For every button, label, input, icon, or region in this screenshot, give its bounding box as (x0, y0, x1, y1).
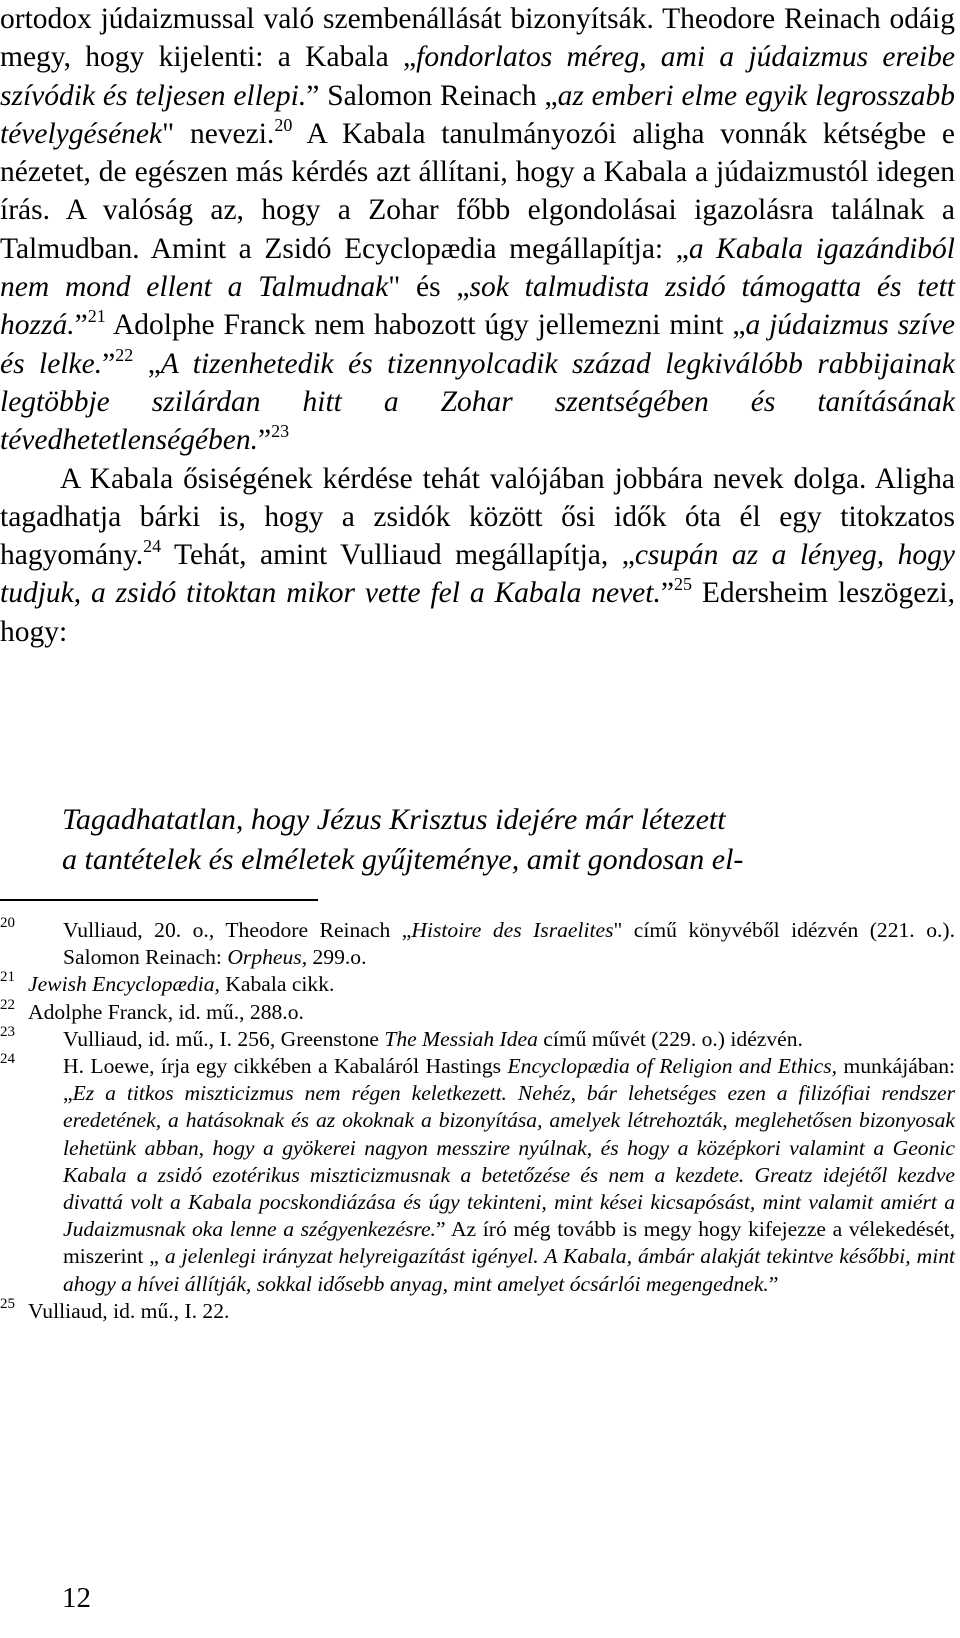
text-run: Adolphe Franck nem habozott úgy jellemezni mint „ (105, 309, 746, 342)
text-run: Tehát, amint Vulliaud megállapítja, „ (161, 539, 635, 572)
text-run: sok talmudista zsidó támogatta és tett hozzá. (0, 271, 955, 342)
text-run: A Kabala ősiségének kérdése tehát valójában jobbára nevek dolga. Aligha tagadhatja bárki is, hogy a zsidók között ősi idők óta él egy titokzatos hagyomány. (0, 462, 955, 572)
text-run: ” (74, 309, 88, 342)
text-run: munkájában: „ (63, 1054, 956, 1106)
text-run: Vulliaud, id. mű., I. 22. (28, 1298, 230, 1323)
text-run: ” (257, 424, 272, 457)
quote-line: a tantételek és elméletek gyűjteménye, amit gondosan el- (62, 843, 744, 876)
footnote-number: 24 (0, 1051, 15, 1068)
footnote-number: 20 (0, 915, 15, 931)
text-run: ortodox júdaizmussal való szembenállását bizonyítsák. Theodore Reinach odáig megy, hogy kijelenti: a Kabala „ (0, 3, 955, 74)
text-run: Vulliaud, id. mű., I. 256, Greenstone (63, 1026, 385, 1051)
text-run: " című könyvéből idézvén (221. o.). Salomon Reinach: (63, 918, 955, 970)
text-run: ” (768, 1271, 779, 1296)
text-run: című művét (229. o.) idézvén. (537, 1026, 803, 1051)
quote-line: Tagadhatatlan, hogy Jézus Krisztus idejére már létezett (62, 803, 726, 836)
text-run: Vulliaud, 20. o., Theodore Reinach „ (63, 918, 412, 942)
footnote (0, 996, 955, 1026)
footnotes (0, 917, 955, 1325)
footnote-number: 21 (0, 969, 15, 986)
text-run: A tizenhetedik és tizennyolcadik század legkiválóbb rabbijainak legtöbbje szilárdan hitt a Zohar szentségében és tanításának tévedhetetlenségében. (0, 347, 955, 457)
text-run: Kabala cikk. (219, 972, 335, 997)
text-run: a júdaizmus szíve és lelke. (0, 309, 955, 380)
text-run: ” Salomon Reinach „ (306, 79, 558, 112)
text-run: a Kabala igazándiból nem mond ellent a Talmudnak (0, 232, 955, 304)
text-run: Edersheim leszögezi, hogy: (0, 577, 955, 648)
page-number: 12 (62, 1582, 91, 1614)
footnote (0, 1023, 955, 1053)
text-run: fondorlatos méreg, ami a júdaizmus ereibe szívódik és teljesen ellepi. (0, 41, 955, 112)
footnote-number: 25 (0, 1295, 15, 1312)
text-run: Jewish Encyclopædia, (28, 972, 220, 997)
text-run: Ez a titkos miszticizmus nem régen keletkezett. Nehéz, bár lehetséges ezen a filizófiai rendszer eredetének, a hatásoknak és az okoknak a bizonyítása, amelyek létrehozták, meglehetősen bizonyosak lehetünk abban, hogy a gyökerei nagyon messzire nyúlnak, és hogy a középkori valamint a Geonic Kabala a zsidó ezotérikus miszticizmusnak a betetőzése és nem a kezdete. Greatz idejétől kezdve divattá volt a Kabala pocskondiázása és úgy tekinteni, mint kései kicsapósást, mint valamit amiért a Judaizmusnak oka lenne a szégyenkezésre. (63, 1081, 955, 1242)
paragraph (0, 460, 955, 651)
text-run: Orpheus, (227, 945, 308, 970)
footnote (0, 1295, 955, 1325)
footnote (0, 1053, 955, 1298)
text-run: " nevezi. (162, 117, 275, 150)
text-run: Histoire des Israelites (411, 918, 614, 942)
footnote-ref: 23 (271, 421, 290, 442)
footnote-ref: 21 (87, 306, 106, 327)
text-run: 299.o. (307, 945, 367, 970)
footnote-number: 22 (0, 996, 15, 1013)
text-run: " és „ (388, 271, 470, 304)
text-run: Encyclopædia of Religion and Ethics, (507, 1054, 838, 1079)
paragraph (0, 0, 955, 460)
footnote (0, 917, 955, 971)
text-run: The Messiah Idea (384, 1026, 538, 1051)
footnote-ref: 25 (673, 574, 692, 595)
text-run: csupán az a lényeg, hogy tudjuk, a zsidó titoktan mikor vette fel a Kabala nevet. (0, 539, 956, 610)
footnote (0, 971, 955, 998)
footnote-ref: 22 (115, 344, 134, 365)
block-quote (62, 800, 942, 880)
text-run: az emberi elme egyik legrosszabb tévelygésének (0, 79, 955, 150)
footnote-ref: 24 (143, 536, 162, 557)
footnote-ref: 20 (274, 114, 293, 135)
text-run: A Kabala tanulmányozói aligha vonnák kétségbe e nézetet, de egészen más kérdés azt állítani, hogy a Kabala a júdaizmustól idegen írás. A valóság az, hogy a Zohar főbb elgondolásai igazolásra találnak a Talmudban. Amint a Zsidó Ecyclopædia megállapítja: „ (0, 117, 955, 265)
text-run: ” Az író még tovább is megy hogy kifejezze a vélekedését, miszerint „ (63, 1217, 955, 1269)
footnote-separator (0, 899, 318, 901)
text-run: „ (133, 347, 161, 380)
footnote-number: 23 (0, 1023, 15, 1040)
text-run: H. Loewe, írja egy cikkében a Kabaláról Hastings (63, 1054, 508, 1079)
text-run: a jelenlegi irányzat helyreigazítást igényel. A Kabala, ámbár alakját tekintve későbbi, mint ahogy a hívei állítják, sokkal idősebb anyag, mint amelyet ócsárlói megengednek. (63, 1244, 955, 1296)
main-text (0, 0, 955, 651)
text-run: ” (660, 577, 674, 610)
text-run: Adolphe Franck, id. mű., 288.o. (28, 999, 304, 1024)
text-run: ” (102, 347, 116, 380)
